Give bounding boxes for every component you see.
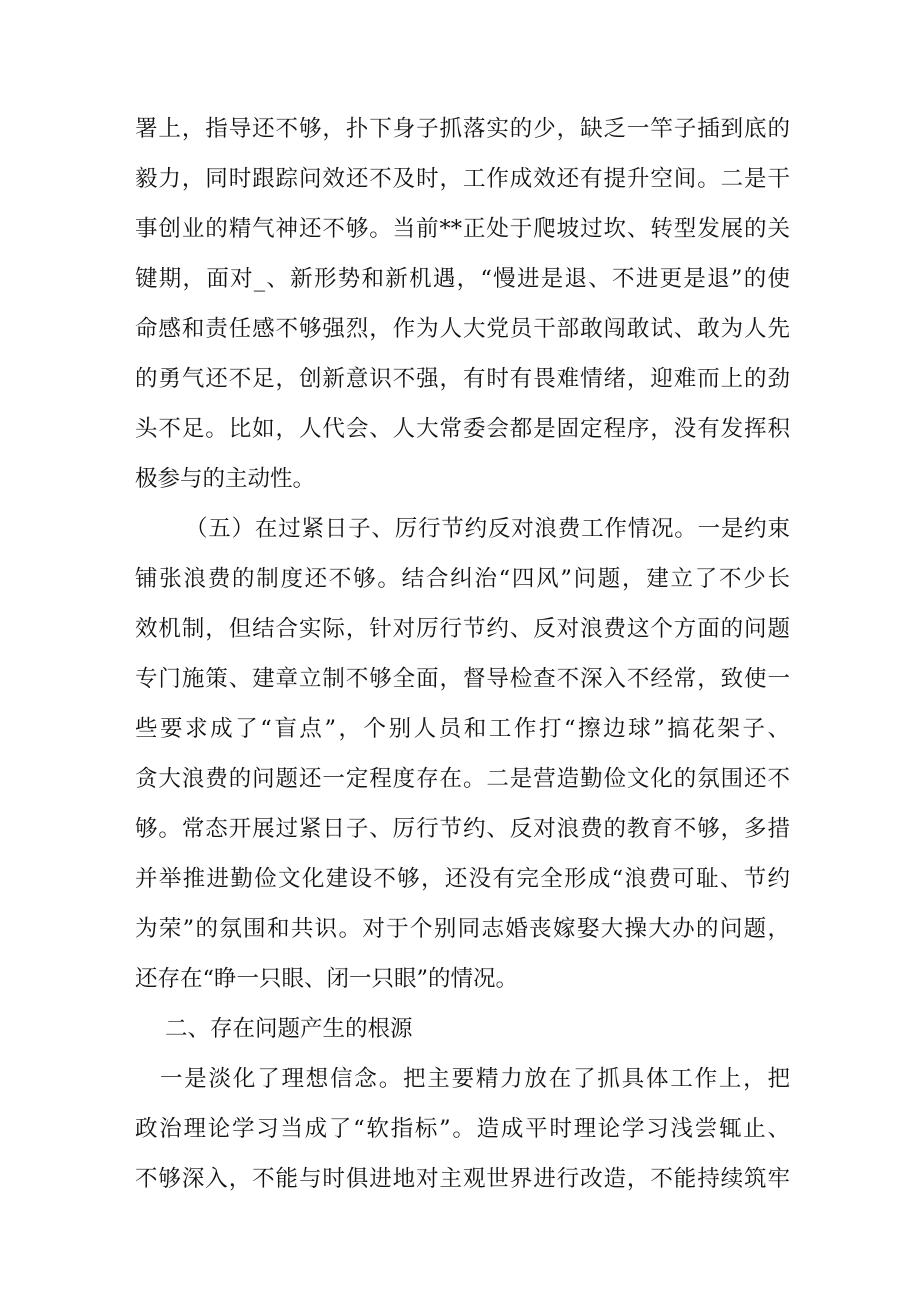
body-text-line: 署上，指导还不够，扑下身子抓落实的少，缺乏一竿子插到底的 <box>135 116 790 142</box>
body-text-line: 毅力，同时跟踪问效还不及时，工作成效还有提升空间。二是干 <box>135 166 790 192</box>
body-text-line: 够。常态开展过紧日子、厉行节约、反对浪费的教育不够，多措 <box>135 816 790 842</box>
body-text-line: 头不足。比如，人代会、人大常委会都是固定程序，没有发挥积 <box>135 416 790 442</box>
body-text-line: 的勇气还不足，创新意识不强，有时有畏难情绪，迎难而上的劲 <box>135 366 790 392</box>
body-text-line: 事创业的精气神还不够。当前**正处于爬坡过坎、转型发展的关 <box>135 216 790 242</box>
body-text-line: 些要求成了“盲点”，个别人员和工作打“擦边球”搞花架子、 <box>135 716 790 742</box>
body-text-line: 一是淡化了理想信念。把主要精力放在了抓具体工作上，把 <box>160 1066 790 1092</box>
body-text-line: 专门施策、建章立制不够全面，督导检查不深入不经常，致使一 <box>135 666 790 692</box>
body-text-line: 贪大浪费的问题还一定程度存在。二是营造勤俭文化的氛围还不 <box>135 766 790 792</box>
body-text-line: 不够深入，不能与时俱进地对主观世界进行改造，不能持续筑牢 <box>135 1166 790 1192</box>
body-text-line: 并举推进勤俭文化建设不够，还没有完全形成“浪费可耻、节约 <box>135 866 790 892</box>
body-text-line: 效机制，但结合实际，针对厉行节约、反对浪费这个方面的问题 <box>135 616 790 642</box>
body-text-line: 政治理论学习当成了“软指标”。造成平时理论学习浅尝辄止、 <box>135 1116 790 1142</box>
body-text-line: 为荣”的氛围和共识。对于个别同志婚丧嫁娶大操大办的问题， <box>135 916 790 942</box>
section-five-heading-line: （五）在过紧日子、厉行节约反对浪费工作情况。一是约束 <box>185 516 790 542</box>
section-two-heading: 二、存在问题产生的根源 <box>165 1016 413 1042</box>
body-text-line: 极参与的主动性。 <box>135 466 316 492</box>
body-text-line: 键期，面对_、新形势和新机遇，“慢进是退、不进更是退”的使 <box>135 266 790 292</box>
body-text-line: 铺张浪费的制度还不够。结合纠治“四风”问题，建立了不少长 <box>135 566 790 592</box>
body-text-line: 命感和责任感不够强烈，作为人大党员干部敢闯敢试、敢为人先 <box>135 316 790 342</box>
body-text-line: 还存在“睁一只眼、闭一只眼”的情况。 <box>135 966 519 992</box>
